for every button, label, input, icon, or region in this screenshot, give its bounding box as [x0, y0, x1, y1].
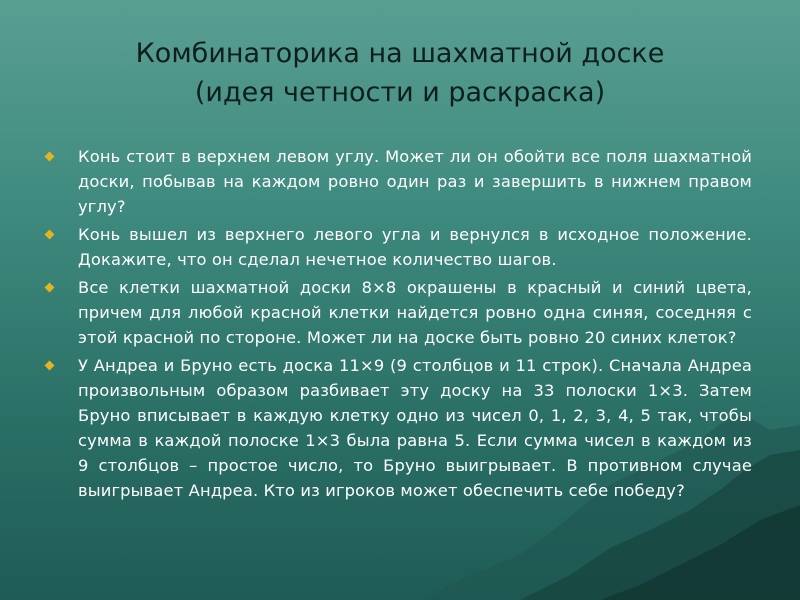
- bullet-text: Конь вышел из верхнего левого угла и вернулся в исходное положение. Докажите, что он сделал нечетное количество шагов.: [78, 225, 752, 269]
- bullet-text: Конь стоит в верхнем левом углу. Может ли он обойти все поля шахматной доски, побывав на каждом ровно один раз и завершить в нижнем правом углу?: [78, 147, 752, 216]
- diamond-bullet-icon: [45, 230, 55, 240]
- diamond-bullet-icon: [45, 361, 55, 371]
- bullet-item: [42, 144, 752, 219]
- title-line-2: (идея четности и раскраска): [194, 77, 606, 108]
- bullet-text: У Андреа и Бруно есть доска 11×9 (9 столбцов и 11 строк). Сначала Андреа произвольным образом разбивает эту доску на 33 полоски 1×3. Затем Бруно вписывает в каждую клетку одно из чисел 0, 1, 2, 3, 4, 5 так, чтобы сумма в каждой полоске 1×3 была равна 5. Если сумма чисел в каждом из 9 столбцов – простое число, то Бруно выигрывает. В противном случае выигрывает Андреа. Кто из игроков может обеспечить себе победу?: [78, 356, 752, 500]
- bullet-item: [42, 275, 752, 350]
- slide-title: [40, 34, 760, 112]
- bullet-item: [42, 222, 752, 272]
- bullet-item: [42, 353, 752, 503]
- title-line-1: Комбинаторика на шахматной доске: [135, 38, 665, 69]
- diamond-bullet-icon: [45, 152, 55, 162]
- diamond-bullet-icon: [45, 283, 55, 293]
- bullet-list: [42, 144, 752, 506]
- bullet-text: Все клетки шахматной доски 8×8 окрашены в красный и синий цвета, причем для любой красной клетки найдется ровно одна синяя, соседняя с этой красной по стороне. Может ли на доске быть ровно 20 синих клеток?: [78, 278, 752, 347]
